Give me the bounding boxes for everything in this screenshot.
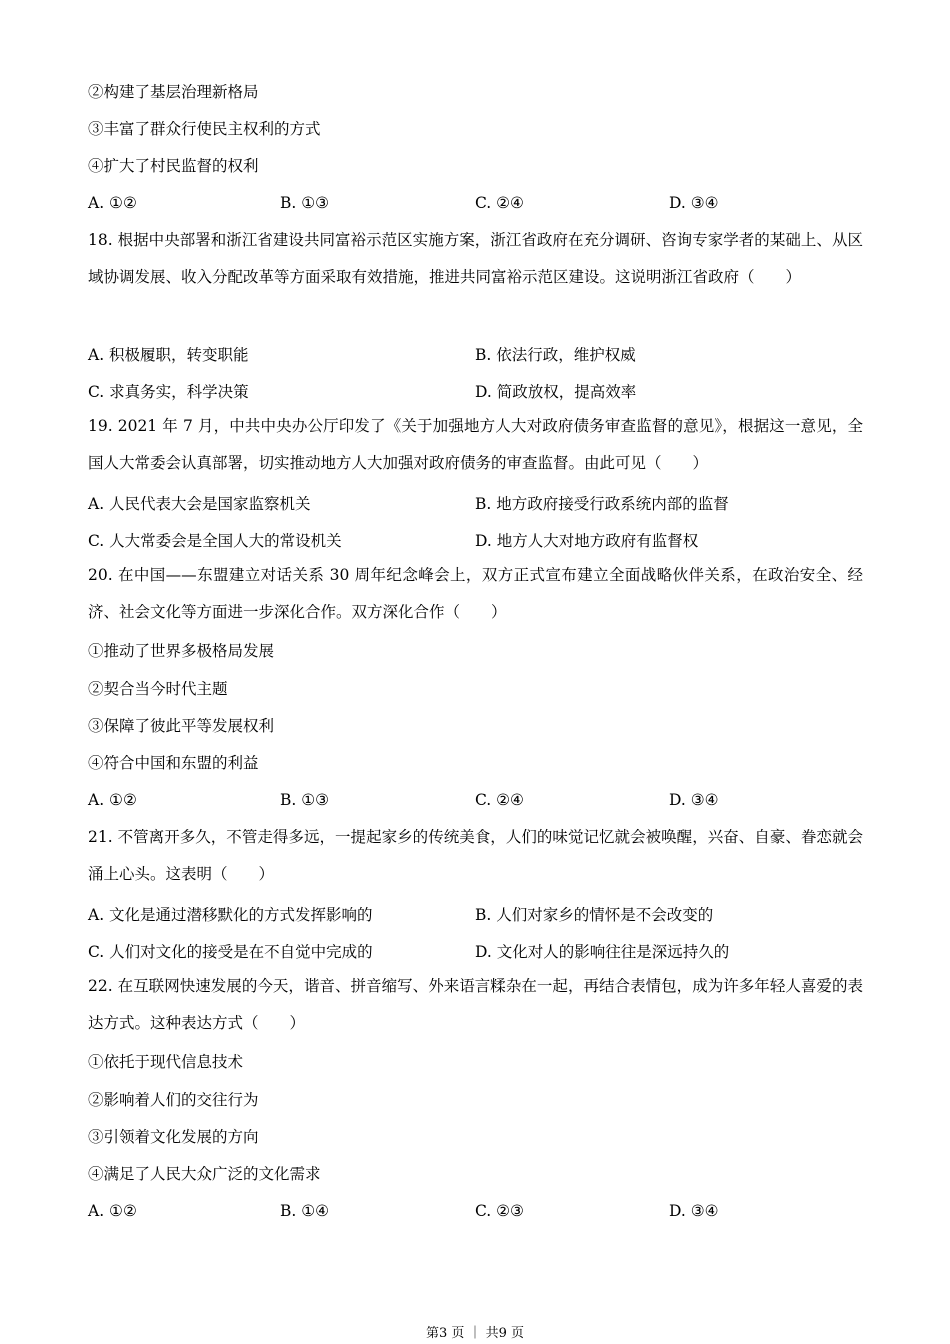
q20-options bbox=[88, 791, 868, 811]
q18-option-d[interactable]: D. 简政放权，提高效率 bbox=[475, 383, 637, 401]
q19-stem: 19. 2021 年 7 月，中共中央办公厅印发了《关于加强地方人大对政府债务审查监督的意见》，根据这一意见，全国人大常委会认真部署，切实推动地方人大加强对政府债务的审查监督。由此可见（ ） bbox=[88, 417, 863, 473]
q18-options-row2 bbox=[88, 380, 868, 400]
q22-option-b[interactable]: B. ①④ bbox=[280, 1202, 330, 1220]
q18-option-b[interactable]: B. 依法行政，维护权威 bbox=[475, 346, 636, 364]
q22-item-1: ①依托于现代信息技术 bbox=[88, 1053, 244, 1071]
q21-option-d[interactable]: D. 文化对人的影响往往是深远持久的 bbox=[475, 943, 730, 961]
q21-option-a[interactable]: A. 文化是通过潜移默化的方式发挥影响的 bbox=[88, 906, 373, 924]
q22-option-a[interactable]: A. ①② bbox=[88, 1202, 137, 1220]
q21-options-row2 bbox=[88, 940, 868, 960]
q20-item-4: ④符合中国和东盟的利益 bbox=[88, 754, 259, 772]
q22-option-c[interactable]: C. ②③ bbox=[475, 1202, 524, 1220]
q17-option-d[interactable]: D. ③④ bbox=[669, 194, 719, 212]
q19-option-d[interactable]: D. 地方人大对地方政府有监督权 bbox=[475, 532, 699, 550]
q17-options bbox=[88, 194, 868, 214]
page-footer: 第3 页 ｜ 共9 页 bbox=[425, 1326, 525, 1341]
q20-option-b[interactable]: B. ①③ bbox=[280, 791, 330, 809]
q21-stem: 21. 不管离开多久，不管走得多远，一提起家乡的传统美食，人们的味觉记忆就会被唤醒，兴奋、自豪、眷恋就会涌上心头。这表明（ ） bbox=[88, 828, 863, 884]
q18-option-a[interactable]: A. 积极履职，转变职能 bbox=[88, 346, 249, 364]
q22-item-4: ④满足了人民大众广泛的文化需求 bbox=[88, 1165, 321, 1183]
q17-option-b[interactable]: B. ①③ bbox=[280, 194, 330, 212]
q19-options-row1 bbox=[88, 492, 868, 512]
q22-item-2: ②影响着人们的交往行为 bbox=[88, 1091, 259, 1109]
q20-option-c[interactable]: C. ②④ bbox=[475, 791, 524, 809]
q22-item-3: ③引领着文化发展的方向 bbox=[88, 1128, 259, 1146]
q20-item-2: ②契合当今时代主题 bbox=[88, 680, 228, 698]
q17-item-3: ③丰富了群众行使民主权利的方式 bbox=[88, 120, 321, 138]
q21-option-c[interactable]: C. 人们对文化的接受是在不自觉中完成的 bbox=[88, 943, 373, 961]
q22-options bbox=[88, 1202, 868, 1222]
q20-option-d[interactable]: D. ③④ bbox=[669, 791, 719, 809]
q19-option-a[interactable]: A. 人民代表大会是国家监察机关 bbox=[88, 495, 311, 513]
q20-option-a[interactable]: A. ①② bbox=[88, 791, 137, 809]
q17-option-a[interactable]: A. ①② bbox=[88, 194, 137, 212]
q17-option-c[interactable]: C. ②④ bbox=[475, 194, 524, 212]
q19-options-row2 bbox=[88, 529, 868, 549]
q21-option-b[interactable]: B. 人们对家乡的情怀是不会改变的 bbox=[475, 906, 714, 924]
q22-stem: 22. 在互联网快速发展的今天，谐音、拼音缩写、外来语言糅杂在一起，再结合表情包，成为许多年轻人喜爱的表达方式。这种表达方式（ ） bbox=[88, 977, 863, 1033]
q21-options-row1 bbox=[88, 903, 868, 923]
q18-stem: 18. 根据中央部署和浙江省建设共同富裕示范区实施方案，浙江省政府在充分调研、咨询专家学者的某础上、从区域协调发展、收入分配改革等方面采取有效措施，推进共同富裕示范区建设。这说明浙江省政府（ ） bbox=[88, 231, 863, 287]
q19-option-c[interactable]: C. 人大常委会是全国人大的常设机关 bbox=[88, 532, 342, 550]
q22-option-d[interactable]: D. ③④ bbox=[669, 1202, 719, 1220]
q18-option-c[interactable]: C. 求真务实，科学决策 bbox=[88, 383, 249, 401]
q17-item-4: ④扩大了村民监督的权利 bbox=[88, 157, 259, 175]
q19-option-b[interactable]: B. 地方政府接受行政系统内部的监督 bbox=[475, 495, 729, 513]
q17-item-2: ②构建了基层治理新格局 bbox=[88, 83, 259, 101]
q18-options-row1 bbox=[88, 343, 868, 363]
q20-item-3: ③保障了彼此平等发展权利 bbox=[88, 717, 275, 735]
q20-stem: 20. 在中国——东盟建立对话关系 30 周年纪念峰会上，双方正式宣布建立全面战略伙伴关系，在政治安全、经济、社会文化等方面进一步深化合作。双方深化合作（ ） bbox=[88, 566, 863, 622]
q20-item-1: ①推动了世界多极格局发展 bbox=[88, 642, 275, 660]
